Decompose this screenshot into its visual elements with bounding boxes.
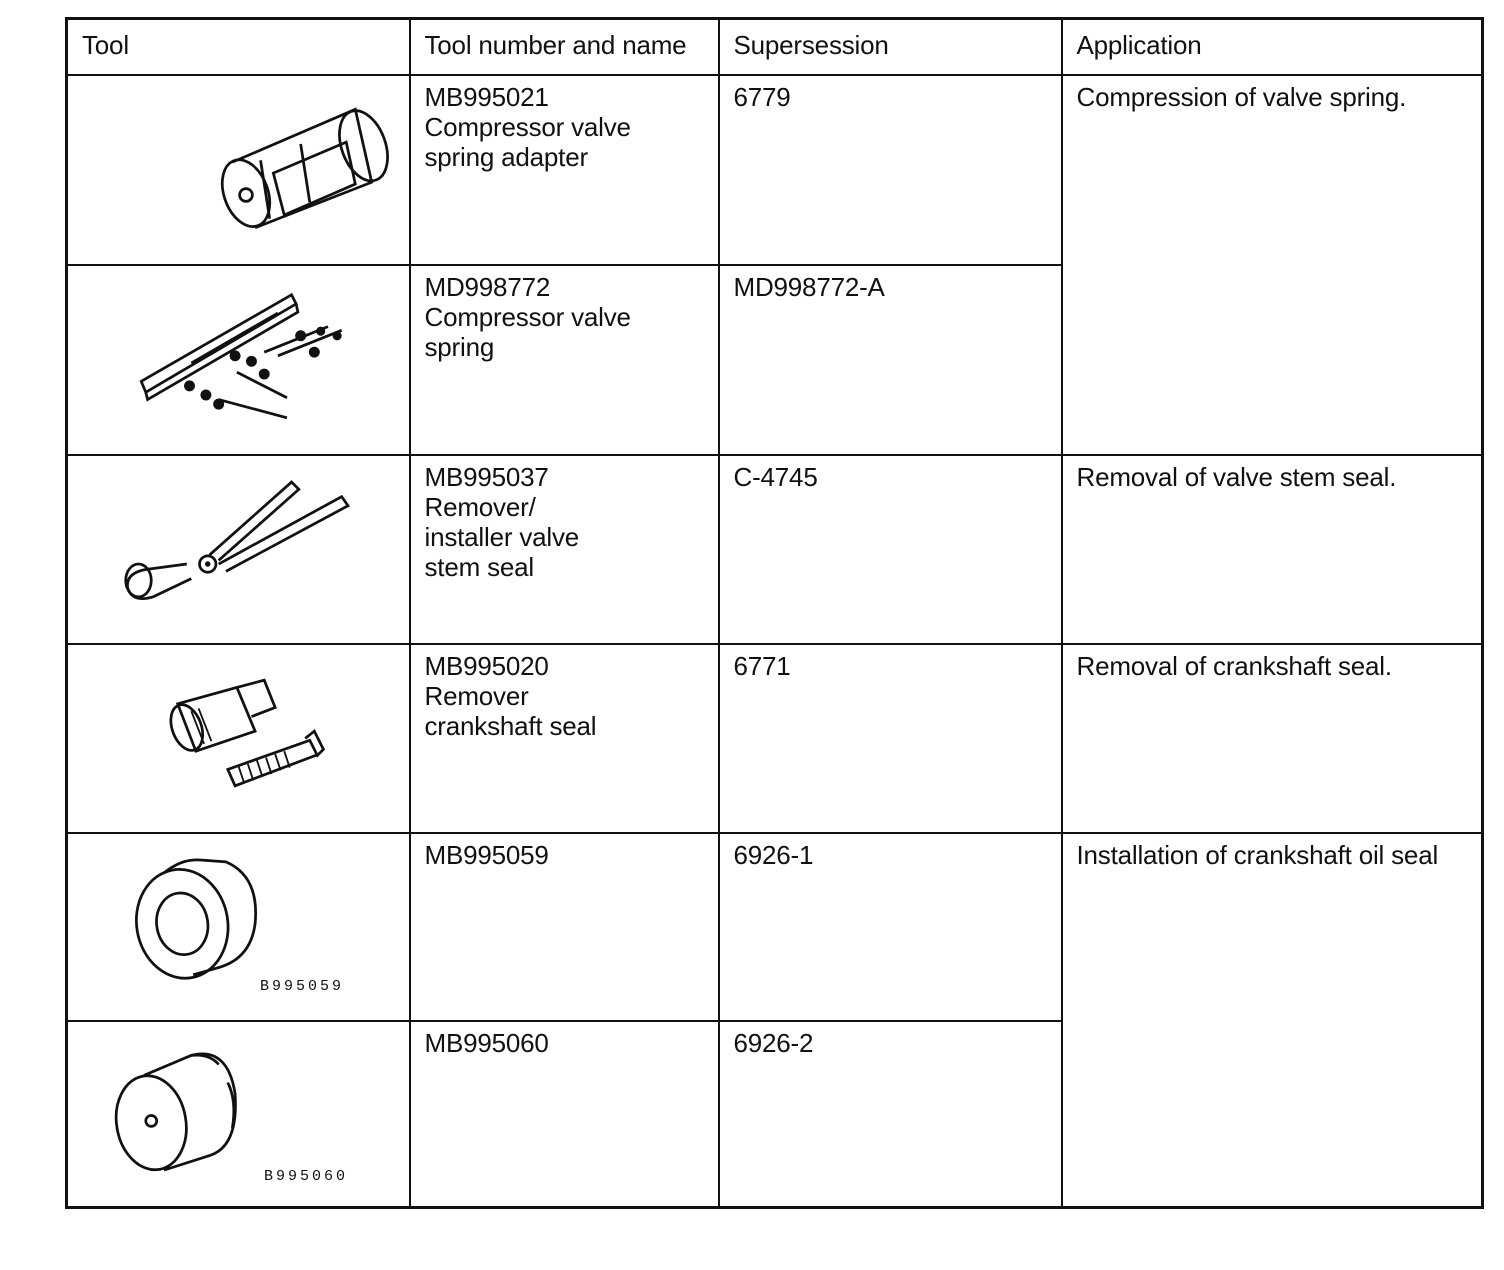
tool-number-name-cell bbox=[410, 75, 719, 265]
application-cell: Removal of valve stem seal. bbox=[1062, 455, 1483, 644]
supersession-cell: 6779 bbox=[719, 75, 1062, 265]
tool-number: MD998772 bbox=[424, 272, 551, 302]
tool-number-name-cell bbox=[410, 644, 719, 833]
supersession-cell: C-4745 bbox=[719, 455, 1062, 644]
header-tool: Tool bbox=[67, 19, 410, 76]
tool-image-cell bbox=[67, 1021, 410, 1207]
figure-label: B995060 bbox=[264, 1168, 349, 1185]
tool-name-line: Compressor valve bbox=[424, 302, 631, 332]
tool-name-line: installer valve bbox=[424, 522, 580, 552]
header-row bbox=[67, 19, 1483, 76]
table-row bbox=[67, 75, 1483, 265]
tool-number-name-cell bbox=[410, 265, 719, 455]
table-row bbox=[67, 644, 1483, 833]
supersession-cell: 6926-1 bbox=[719, 833, 1062, 1021]
special-tools-table bbox=[65, 17, 1484, 1209]
application-cell: Removal of crankshaft seal. bbox=[1062, 644, 1483, 833]
supersession-cell: MD998772-A bbox=[719, 265, 1062, 455]
application-cell: Installation of crankshaft oil seal bbox=[1062, 833, 1483, 1207]
table-row bbox=[67, 833, 1483, 1021]
tool-image-cell bbox=[67, 644, 410, 833]
header-supersession: Supersession bbox=[719, 19, 1062, 76]
tool-image-cell bbox=[67, 833, 410, 1021]
tool-name-line: Remover/ bbox=[424, 492, 536, 522]
tool-number: MB995021 bbox=[424, 82, 549, 112]
application-cell: Compression of valve spring. bbox=[1062, 75, 1483, 455]
tool-number-name-cell bbox=[410, 455, 719, 644]
crankshaft-seal-remover-icon bbox=[82, 651, 395, 823]
tool-name-line: crankshaft seal bbox=[424, 711, 597, 741]
tool-number: MB995059 bbox=[424, 840, 549, 870]
header-tool-number-name: Tool number and name bbox=[410, 19, 719, 76]
tool-number: MB995037 bbox=[424, 462, 549, 492]
tool-number-name-cell bbox=[410, 1021, 719, 1207]
figure-label: B995059 bbox=[260, 978, 345, 995]
table-row bbox=[67, 455, 1483, 644]
tool-name-line: stem seal bbox=[424, 552, 534, 582]
header-application: Application bbox=[1062, 19, 1483, 76]
tool-name-line: Compressor valve bbox=[424, 112, 631, 142]
tool-number: MB995020 bbox=[424, 651, 549, 681]
stem-seal-pliers-icon bbox=[82, 462, 395, 634]
tool-name-line: spring bbox=[424, 332, 495, 362]
valve-spring-compressor-icon bbox=[82, 272, 395, 445]
seal-installer-ring-icon bbox=[82, 840, 395, 1011]
supersession-cell: 6771 bbox=[719, 644, 1062, 833]
tool-image-cell bbox=[67, 265, 410, 455]
tool-name-line: spring adapter bbox=[424, 142, 588, 172]
tool-number: MB995060 bbox=[424, 1028, 549, 1058]
tool-name-line: Remover bbox=[424, 681, 529, 711]
tool-image-cell bbox=[67, 455, 410, 644]
supersession-cell: 6926-2 bbox=[719, 1021, 1062, 1207]
tool-image-cell bbox=[67, 75, 410, 265]
valve-spring-adapter-icon bbox=[82, 82, 395, 255]
tool-number-name-cell bbox=[410, 833, 719, 1021]
